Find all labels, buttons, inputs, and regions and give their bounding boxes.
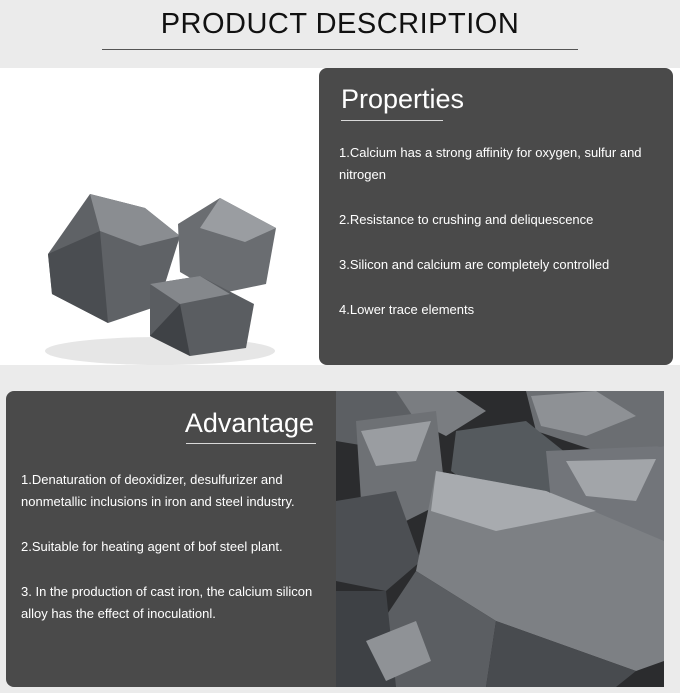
list-item: 4.Lower trace elements xyxy=(339,302,475,317)
page-title: PRODUCT DESCRIPTION xyxy=(160,8,520,40)
properties-title: Properties xyxy=(341,84,465,114)
properties-panel xyxy=(319,68,673,365)
title-underline xyxy=(102,49,578,50)
section-gap xyxy=(0,365,680,391)
list-item: 3.Silicon and calcium are completely controlled xyxy=(339,257,610,272)
product-image-rocks xyxy=(30,176,290,376)
list-item: 2.Resistance to crushing and deliquescence xyxy=(339,212,594,227)
advantage-title-underline xyxy=(186,443,316,444)
properties-list xyxy=(339,142,657,344)
list-item: 1.Calcium has a strong affinity for oxygen, sulfur and nitrogen xyxy=(339,145,642,182)
advantage-title: Advantage xyxy=(184,408,314,438)
advantage-panel xyxy=(6,391,336,687)
properties-title-underline xyxy=(341,120,443,121)
list-item: 1.Denaturation of deoxidizer, desulfurizer and nonmetallic inclusions in iron and steel industry. xyxy=(21,472,295,509)
list-item: 3. In the production of cast iron, the calcium silicon alloy has the effect of inoculationl. xyxy=(21,584,313,621)
product-image-closeup xyxy=(336,391,664,687)
header xyxy=(0,0,680,68)
advantage-list xyxy=(21,469,326,648)
list-item: 2.Suitable for heating agent of bof steel plant. xyxy=(21,539,283,554)
